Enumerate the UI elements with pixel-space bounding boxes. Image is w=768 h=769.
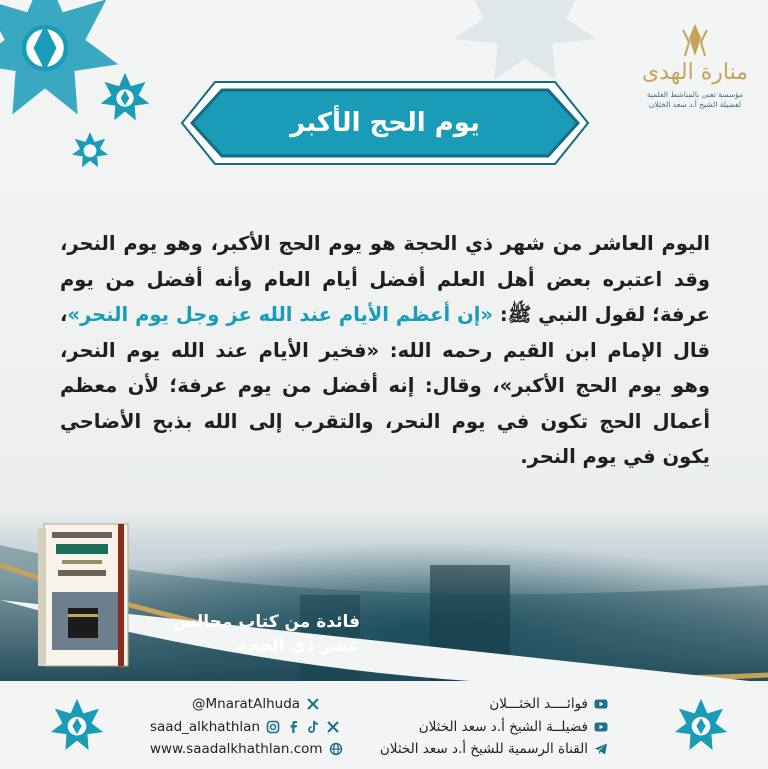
- footer-youtube-channel-2-text: فضيلــة الشيخ أ.د سعد الخثلان: [418, 719, 588, 735]
- footer-website-text: www.saadalkhathlan.com: [150, 741, 323, 757]
- footer-x-handle[interactable]: [192, 696, 320, 712]
- logo: [640, 22, 750, 132]
- footer-social-handle[interactable]: [150, 719, 340, 735]
- book-caption-line2: عشر ذي الحجة: [237, 636, 360, 656]
- footer-ornament-right: [672, 696, 730, 754]
- ornament-star-faint: [440, 0, 610, 80]
- footer-telegram-channel-text: القناة الرسمية للشيخ أ.د سعد الخثلان: [379, 741, 588, 757]
- article-text: [60, 226, 710, 475]
- book-cover: [38, 522, 130, 668]
- facebook-icon: [286, 720, 300, 734]
- article-segment: ، قال الإمام ابن القيم رحمه الله: «فخير الأيام عند الله يوم النحر، وهو يوم الحج الأكبر»، وقال: إنه أفضل من يوم عرفة؛ لأن معظم أعمال الحج تكون في يوم النحر، والتقرب إلى الله بذبح الأضاحي يكون في يوم النحر.: [60, 303, 710, 468]
- page-title: يوم الحج الأكبر: [290, 108, 480, 138]
- footer-social-handle-text: saad_alkhathlan: [150, 719, 260, 735]
- logo-name: منارة الهدى: [642, 60, 748, 85]
- footer-youtube-channel-1[interactable]: [489, 696, 608, 712]
- youtube-icon: [594, 697, 608, 711]
- footer-telegram-channel[interactable]: [380, 741, 608, 757]
- logo-subtitle: مؤسسة تعنى بالمناشط العلمية لفضيلة الشيخ أ.د سعد الخثلان: [646, 90, 744, 109]
- logo-emblem-icon: [675, 22, 715, 58]
- hadith-quote: «إن أعظم الأيام عند الله عز وجل يوم النحر»: [67, 303, 494, 326]
- x-icon: [326, 720, 340, 734]
- tiktok-icon: [306, 720, 320, 734]
- footer: [0, 684, 768, 769]
- ornament-star-medium: [98, 70, 152, 124]
- instagram-icon: [266, 720, 280, 734]
- footer-youtube-channel-2[interactable]: [419, 719, 608, 735]
- footer-ornament-left: [48, 696, 106, 754]
- ornament-star-small: [70, 130, 110, 170]
- footer-website[interactable]: [150, 741, 343, 757]
- youtube-icon: [594, 720, 608, 734]
- globe-icon: [329, 742, 343, 756]
- telegram-icon: [594, 742, 608, 756]
- footer-youtube-channel-1-text: فوائــــد الخثـــلان: [489, 696, 588, 712]
- book-caption: [150, 610, 360, 658]
- footer-x-handle-text: @MnaratAlhuda: [192, 696, 301, 712]
- book-caption-line1: فائدة من كتاب مجالس: [172, 612, 360, 632]
- x-icon: [306, 697, 320, 711]
- article-segment: اليوم العاشر من شهر ذي الحجة هو يوم الحج الأكبر، وهو يوم النحر، وقد اعتبره بعض أهل العلم أفضل أيام العام وأنه أفضل من يوم عرفة؛ لقول النبي ﷺ:: [60, 232, 711, 326]
